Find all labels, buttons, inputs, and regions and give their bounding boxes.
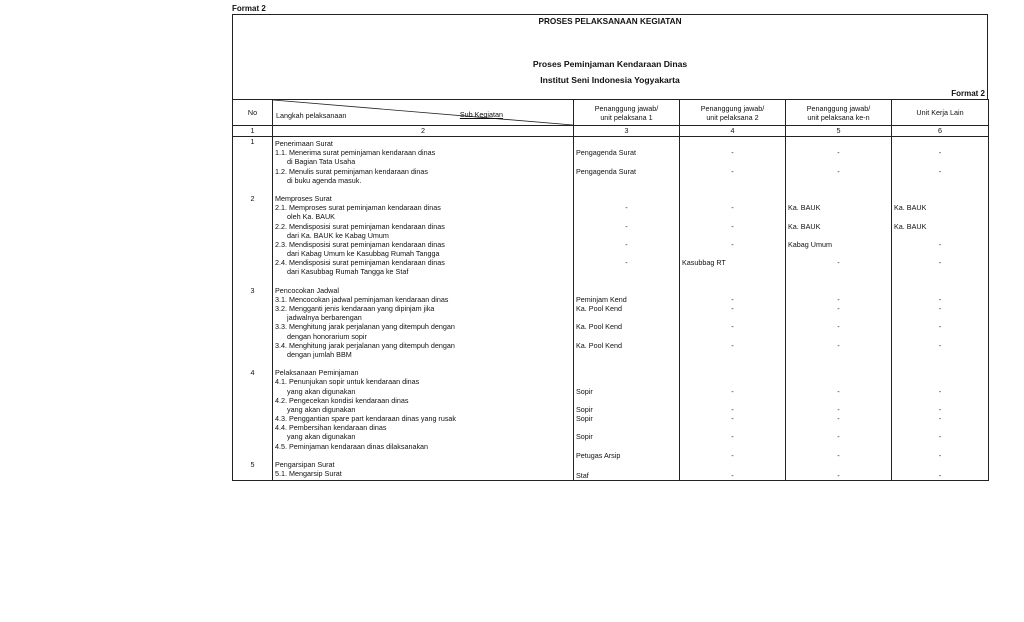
section-number: 5 <box>233 460 273 481</box>
col-num: 5 <box>786 126 892 137</box>
col5-cell: Ka. BAUK Ka. BAUK Kabag Umum - <box>786 194 892 286</box>
step-text: 4.3. Penggantian spare part kendaraan dinas yang rusak <box>275 414 457 424</box>
step-text: dengan jumlah BBM <box>287 349 352 359</box>
col-num: 1 <box>233 126 273 137</box>
step-text: di Bagian Tata Usaha <box>287 157 356 167</box>
header-langkah-label: Langkah pelaksanaan <box>276 111 347 120</box>
header-pj2: Penanggung jawab/ unit pelaksana 2 <box>680 100 786 126</box>
step-text: yang akan digunakan <box>287 404 356 414</box>
col6-cell: - - - - <box>892 286 989 369</box>
col-num: 2 <box>273 126 574 137</box>
section-number: 1 <box>233 137 273 194</box>
section-number: 3 <box>233 286 273 369</box>
format-label-top: Format 2 <box>232 4 266 13</box>
step-text: 2.3. Mendisposisi surat peminjaman kendaraan dinas <box>275 239 445 249</box>
section-row <box>233 286 989 369</box>
section-number: 4 <box>233 368 273 460</box>
col5-cell: - - - - - <box>786 368 892 460</box>
step-text: 2.2. Mendisposisi surat peminjaman kendaraan dinas <box>275 221 445 231</box>
section-content <box>273 137 574 194</box>
header-no: No <box>233 100 273 126</box>
step-text: 2.1. Memproses surat peminjaman kendaraan dinas <box>275 203 441 213</box>
process-table <box>232 99 989 481</box>
col4-cell: - - - - <box>680 286 786 369</box>
col-num: 3 <box>574 126 680 137</box>
section-title: Pencocokan Jadwal <box>275 285 339 295</box>
section-title: Penerimaan Surat <box>275 139 333 148</box>
col5-cell: - - - - <box>786 286 892 369</box>
step-text: 4.5. Peminjaman kendaraan dinas dilaksanakan <box>275 441 429 451</box>
section-content <box>273 460 574 481</box>
step-text: 2.4. Mendisposisi surat peminjaman kendaraan dinas <box>275 258 445 268</box>
col5-cell: - <box>786 460 892 481</box>
section-title: Pelaksanaan Peminjaman <box>275 368 359 378</box>
col6-cell: Ka. BAUK Ka. BAUK - - <box>892 194 989 286</box>
document-title: PROSES PELAKSANAAN KEGIATAN <box>538 17 682 26</box>
step-text: 4.4. Pembersihan kendaraan dinas <box>275 423 387 433</box>
section-content <box>273 286 574 369</box>
header-unit-lain: Unit Kerja Lain <box>892 100 989 126</box>
col4-cell: - <box>680 460 786 481</box>
section-number: 2 <box>233 194 273 286</box>
section-title: Memproses Surat <box>275 193 332 203</box>
step-text: dari Kasubbag Rumah Tangga ke Staf <box>287 267 409 277</box>
section-content <box>273 368 574 460</box>
institution-name: Institut Seni Indonesia Yogyakarta <box>540 75 680 85</box>
col-num: 4 <box>680 126 786 137</box>
section-row <box>233 194 989 286</box>
step-text: 4.1. Penunjukan sopir untuk kendaraan dinas <box>275 377 420 387</box>
section-row <box>233 137 989 194</box>
step-text: di buku agenda masuk. <box>287 175 362 185</box>
step-text: oleh Ka. BAUK <box>287 212 335 222</box>
section-row <box>233 460 989 481</box>
col5-cell: - - <box>786 137 892 194</box>
header-langkah <box>273 100 574 126</box>
col4-cell: - - - Kasubbag RT <box>680 194 786 286</box>
step-text: dengan honorarium sopir <box>287 331 367 341</box>
step-text: 4.2. Pengecekan kondisi kendaraan dinas <box>275 395 409 405</box>
section-title: Pengarsipan Surat <box>275 460 335 469</box>
col6-cell: - - - - - <box>892 368 989 460</box>
header-row <box>233 100 989 126</box>
step-text: 5.1. Mengarsip Surat <box>275 469 342 479</box>
col3-cell: Sopir Sopir Sopir Sopir Petugas Arsip <box>574 368 680 460</box>
col3-cell: Peminjam Kend Ka. Pool Kend Ka. Pool Kend Ka. Pool Kend <box>574 286 680 369</box>
step-text: 3.4. Menghitung jarak perjalanan yang ditempuh dengan <box>275 340 455 350</box>
step-text: yang akan digunakan <box>287 432 356 442</box>
step-text: 3.1. Mencocokan jadwal peminjaman kendaraan dinas <box>275 294 449 304</box>
col3-cell: Pengagenda Surat Pengagenda Surat <box>574 137 680 194</box>
step-text: 3.3. Menghitung jarak perjalanan yang ditempuh dengan <box>275 322 455 332</box>
section-content <box>273 194 574 286</box>
title-block <box>232 14 988 100</box>
step-text: yang akan digunakan <box>287 386 356 396</box>
step-text: jadwalnya berbarengan <box>287 313 362 323</box>
step-text: dari Kabag Umum ke Kasubbag Rumah Tangga <box>287 249 440 259</box>
col-num: 6 <box>892 126 989 137</box>
header-pjn: Penanggung jawab/ unit pelaksana ke-n <box>786 100 892 126</box>
process-title: Proses Peminjaman Kendaraan Dinas <box>532 59 688 69</box>
col3-cell: Staf <box>574 460 680 481</box>
step-text: 1.1. Menerima surat peminjaman kendaraan dinas <box>275 148 436 158</box>
header-sub-kegiatan: Sub Kegiatan <box>459 110 503 119</box>
column-number-row <box>233 126 989 137</box>
col6-cell: - - <box>892 137 989 194</box>
col3-cell: - - - - <box>574 194 680 286</box>
format-label-right: Format 2 <box>951 89 985 98</box>
col4-cell: - - <box>680 137 786 194</box>
step-text: 1.2. Menulis surat peminjaman kendaraan dinas <box>275 166 429 176</box>
col4-cell: - - - - - <box>680 368 786 460</box>
section-row <box>233 368 989 460</box>
step-text: 3.2. Mengganti jenis kendaraan yang dipinjam jika <box>275 304 435 313</box>
col6-cell: - <box>892 460 989 481</box>
step-text: dari Ka. BAUK ke Kabag Umum <box>287 230 389 240</box>
header-pj1: Penanggung jawab/ unit pelaksana 1 <box>574 100 680 126</box>
